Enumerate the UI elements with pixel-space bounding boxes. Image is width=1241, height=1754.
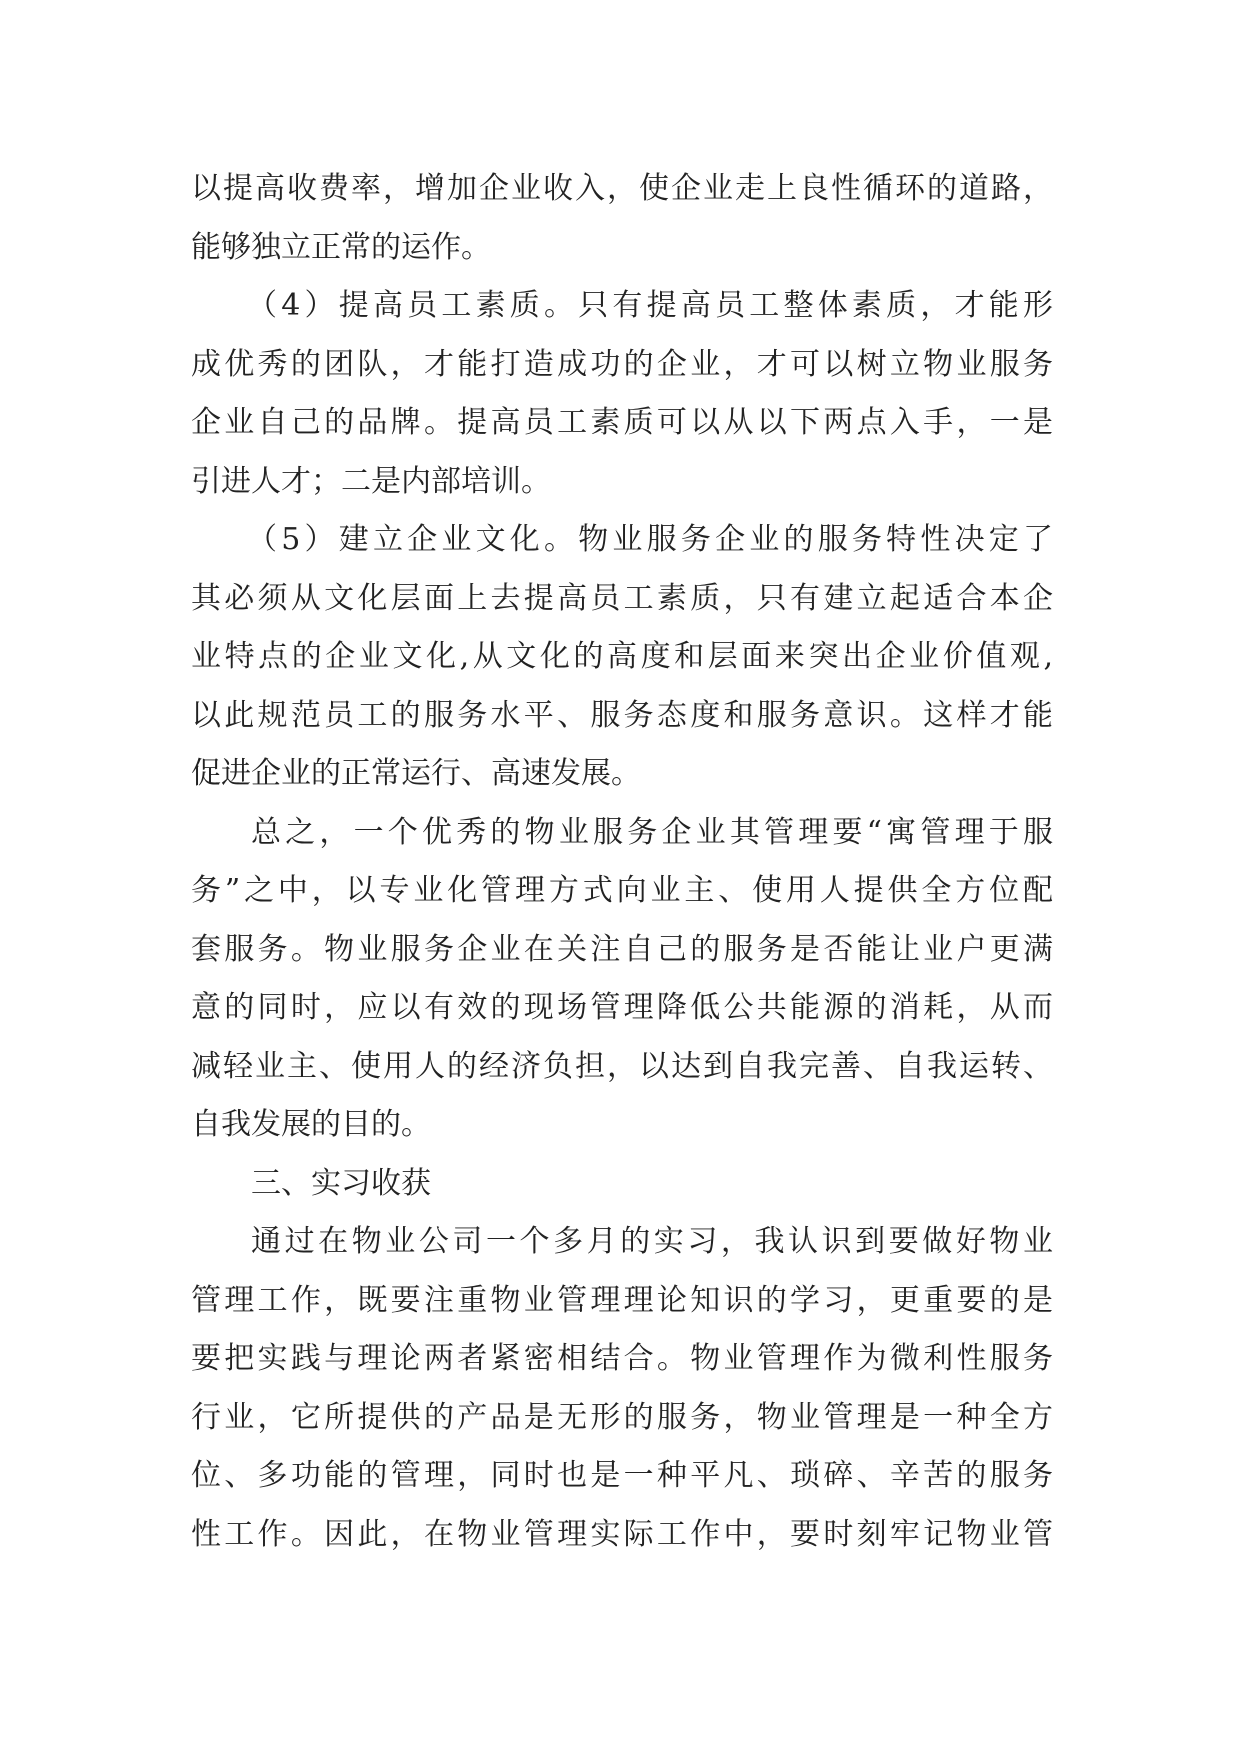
- text-line: 以提高收费率，增加企业收入，使企业走上良性循环的道路，: [191, 171, 1053, 206]
- text-line: 业特点的企业文化,从文化的高度和层面来突出企业价值观,: [191, 639, 1053, 674]
- text-line: 自我发展的目的。: [191, 1107, 431, 1142]
- text-line: 成优秀的团队，才能打造成功的企业，才可以树立物业服务: [191, 346, 1053, 382]
- text-line: （4）提高员工素质。只有提高员工整体素质，才能形: [247, 288, 1053, 323]
- text-line: 套服务。物业服务企业在关注自己的服务是否能让业户更满: [191, 931, 1053, 967]
- text-line: 能够独立正常的运作。: [191, 229, 491, 265]
- body-text: [191, 160, 1053, 1564]
- text-line: 减轻业主、使用人的经济负担，以达到自我完善、自我运转、: [191, 1048, 1053, 1084]
- text-line: 总之，一个优秀的物业服务企业其管理要“寓管理于服: [251, 814, 1053, 850]
- text-line: 行业，它所提供的产品是无形的服务，物业管理是一种全方: [191, 1399, 1053, 1435]
- text-line: 要把实践与理论两者紧密相结合。物业管理作为微利性服务: [191, 1341, 1053, 1376]
- text-line: （5）建立企业文化。物业服务企业的服务特性决定了: [247, 522, 1053, 557]
- text-line: 以此规范员工的服务水平、服务态度和服务意识。这样才能: [191, 697, 1053, 733]
- text-line: 其必须从文化层面上去提高员工素质，只有建立起适合本企: [191, 580, 1053, 616]
- text-line: 意的同时，应以有效的现场管理降低公共能源的消耗，从而: [191, 990, 1053, 1025]
- text-line: 引进人才；二是内部培训。: [191, 463, 551, 499]
- text-line: 务”之中，以专业化管理方式向业主、使用人提供全方位配: [191, 873, 1053, 908]
- text-line: 位、多功能的管理，同时也是一种平凡、琐碎、辛苦的服务: [191, 1458, 1053, 1493]
- text-line: 促进企业的正常运行、高速发展。: [191, 756, 641, 791]
- text-line: 企业自己的品牌。提高员工素质可以从以下两点入手，一是: [191, 405, 1053, 440]
- text-line: 通过在物业公司一个多月的实习，我认识到要做好物业: [251, 1224, 1053, 1259]
- text-line: 管理工作，既要注重物业管理理论知识的学习，更重要的是: [191, 1282, 1053, 1318]
- text-line: 性工作。因此，在物业管理实际工作中，要时刻牢记物业管: [191, 1516, 1053, 1552]
- section-heading: 三、实习收获: [251, 1165, 431, 1201]
